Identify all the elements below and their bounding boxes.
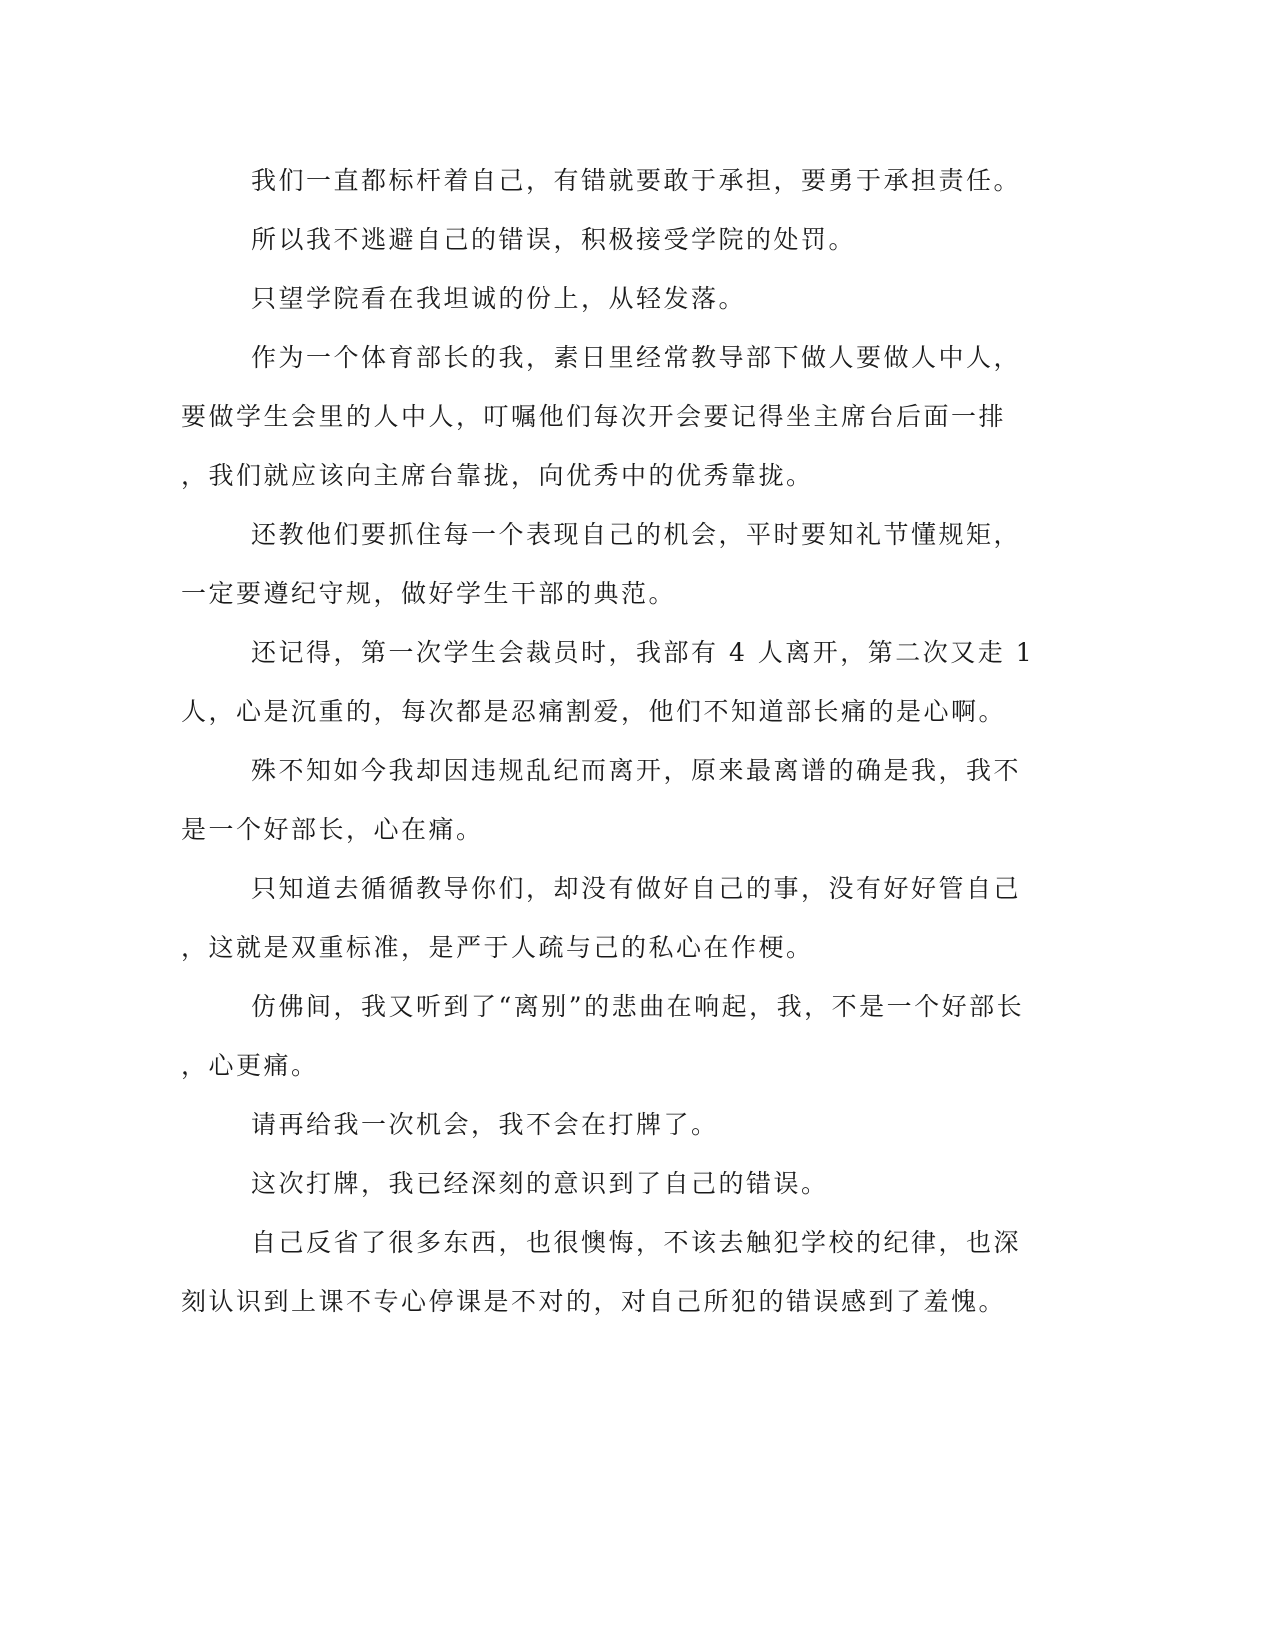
paragraph-line: 仿佛间，我又听到了“离别”的悲曲在响起，我，不是一个好部长	[251, 992, 1025, 1021]
paragraph-line: 只知道去循循教导你们，却没有做好自己的事，没有好好管自己	[251, 874, 1022, 903]
paragraph-line: 还记得，第一次学生会裁员时，我部有 4 人离开，第二次又走 1	[251, 638, 1035, 667]
paragraph-line: 请再给我一次机会，我不会在打牌了。	[251, 1110, 719, 1139]
paragraph-line: ，这就是双重标准，是严于人疏与己的私心在作梗。	[181, 933, 814, 962]
paragraph-line: ，心更痛。	[181, 1051, 319, 1080]
paragraph-line: 这次打牌，我已经深刻的意识到了自己的错误。	[251, 1169, 829, 1198]
paragraph-line: 只望学院看在我坦诚的份上，从轻发落。	[251, 284, 747, 313]
paragraph-line: 我们一直都标杆着自己，有错就要敢于承担，要勇于承担责任。	[251, 166, 1022, 195]
paragraph-line: 作为一个体育部长的我，素日里经常教导部下做人要做人中人，	[251, 343, 1022, 372]
paragraph-line: 所以我不逃避自己的错误，积极接受学院的处罚。	[251, 225, 857, 254]
paragraph-line: 一定要遵纪守规，做好学生干部的典范。	[181, 579, 677, 608]
paragraph-line: 殊不知如今我却因违规乱纪而离开，原来最离谱的确是我，我不	[251, 756, 1022, 785]
paragraph-line: ，我们就应该向主席台靠拢，向优秀中的优秀靠拢。	[181, 461, 814, 490]
paragraph-line: 是一个好部长，心在痛。	[181, 815, 484, 844]
paragraph-line: 自己反省了很多东西，也很懊悔，不该去触犯学校的纪律，也深	[251, 1228, 1022, 1257]
paragraph-line: 刻认识到上课不专心停课是不对的，对自己所犯的错误感到了羞愧。	[181, 1287, 1007, 1316]
paragraph-line: 要做学生会里的人中人，叮嘱他们每次开会要记得坐主席台后面一排	[181, 402, 1007, 431]
paragraph-line: 人，心是沉重的，每次都是忍痛割爱，他们不知道部长痛的是心啊。	[181, 697, 1007, 726]
paragraph-line: 还教他们要抓住每一个表现自己的机会，平时要知礼节懂规矩，	[251, 520, 1022, 549]
